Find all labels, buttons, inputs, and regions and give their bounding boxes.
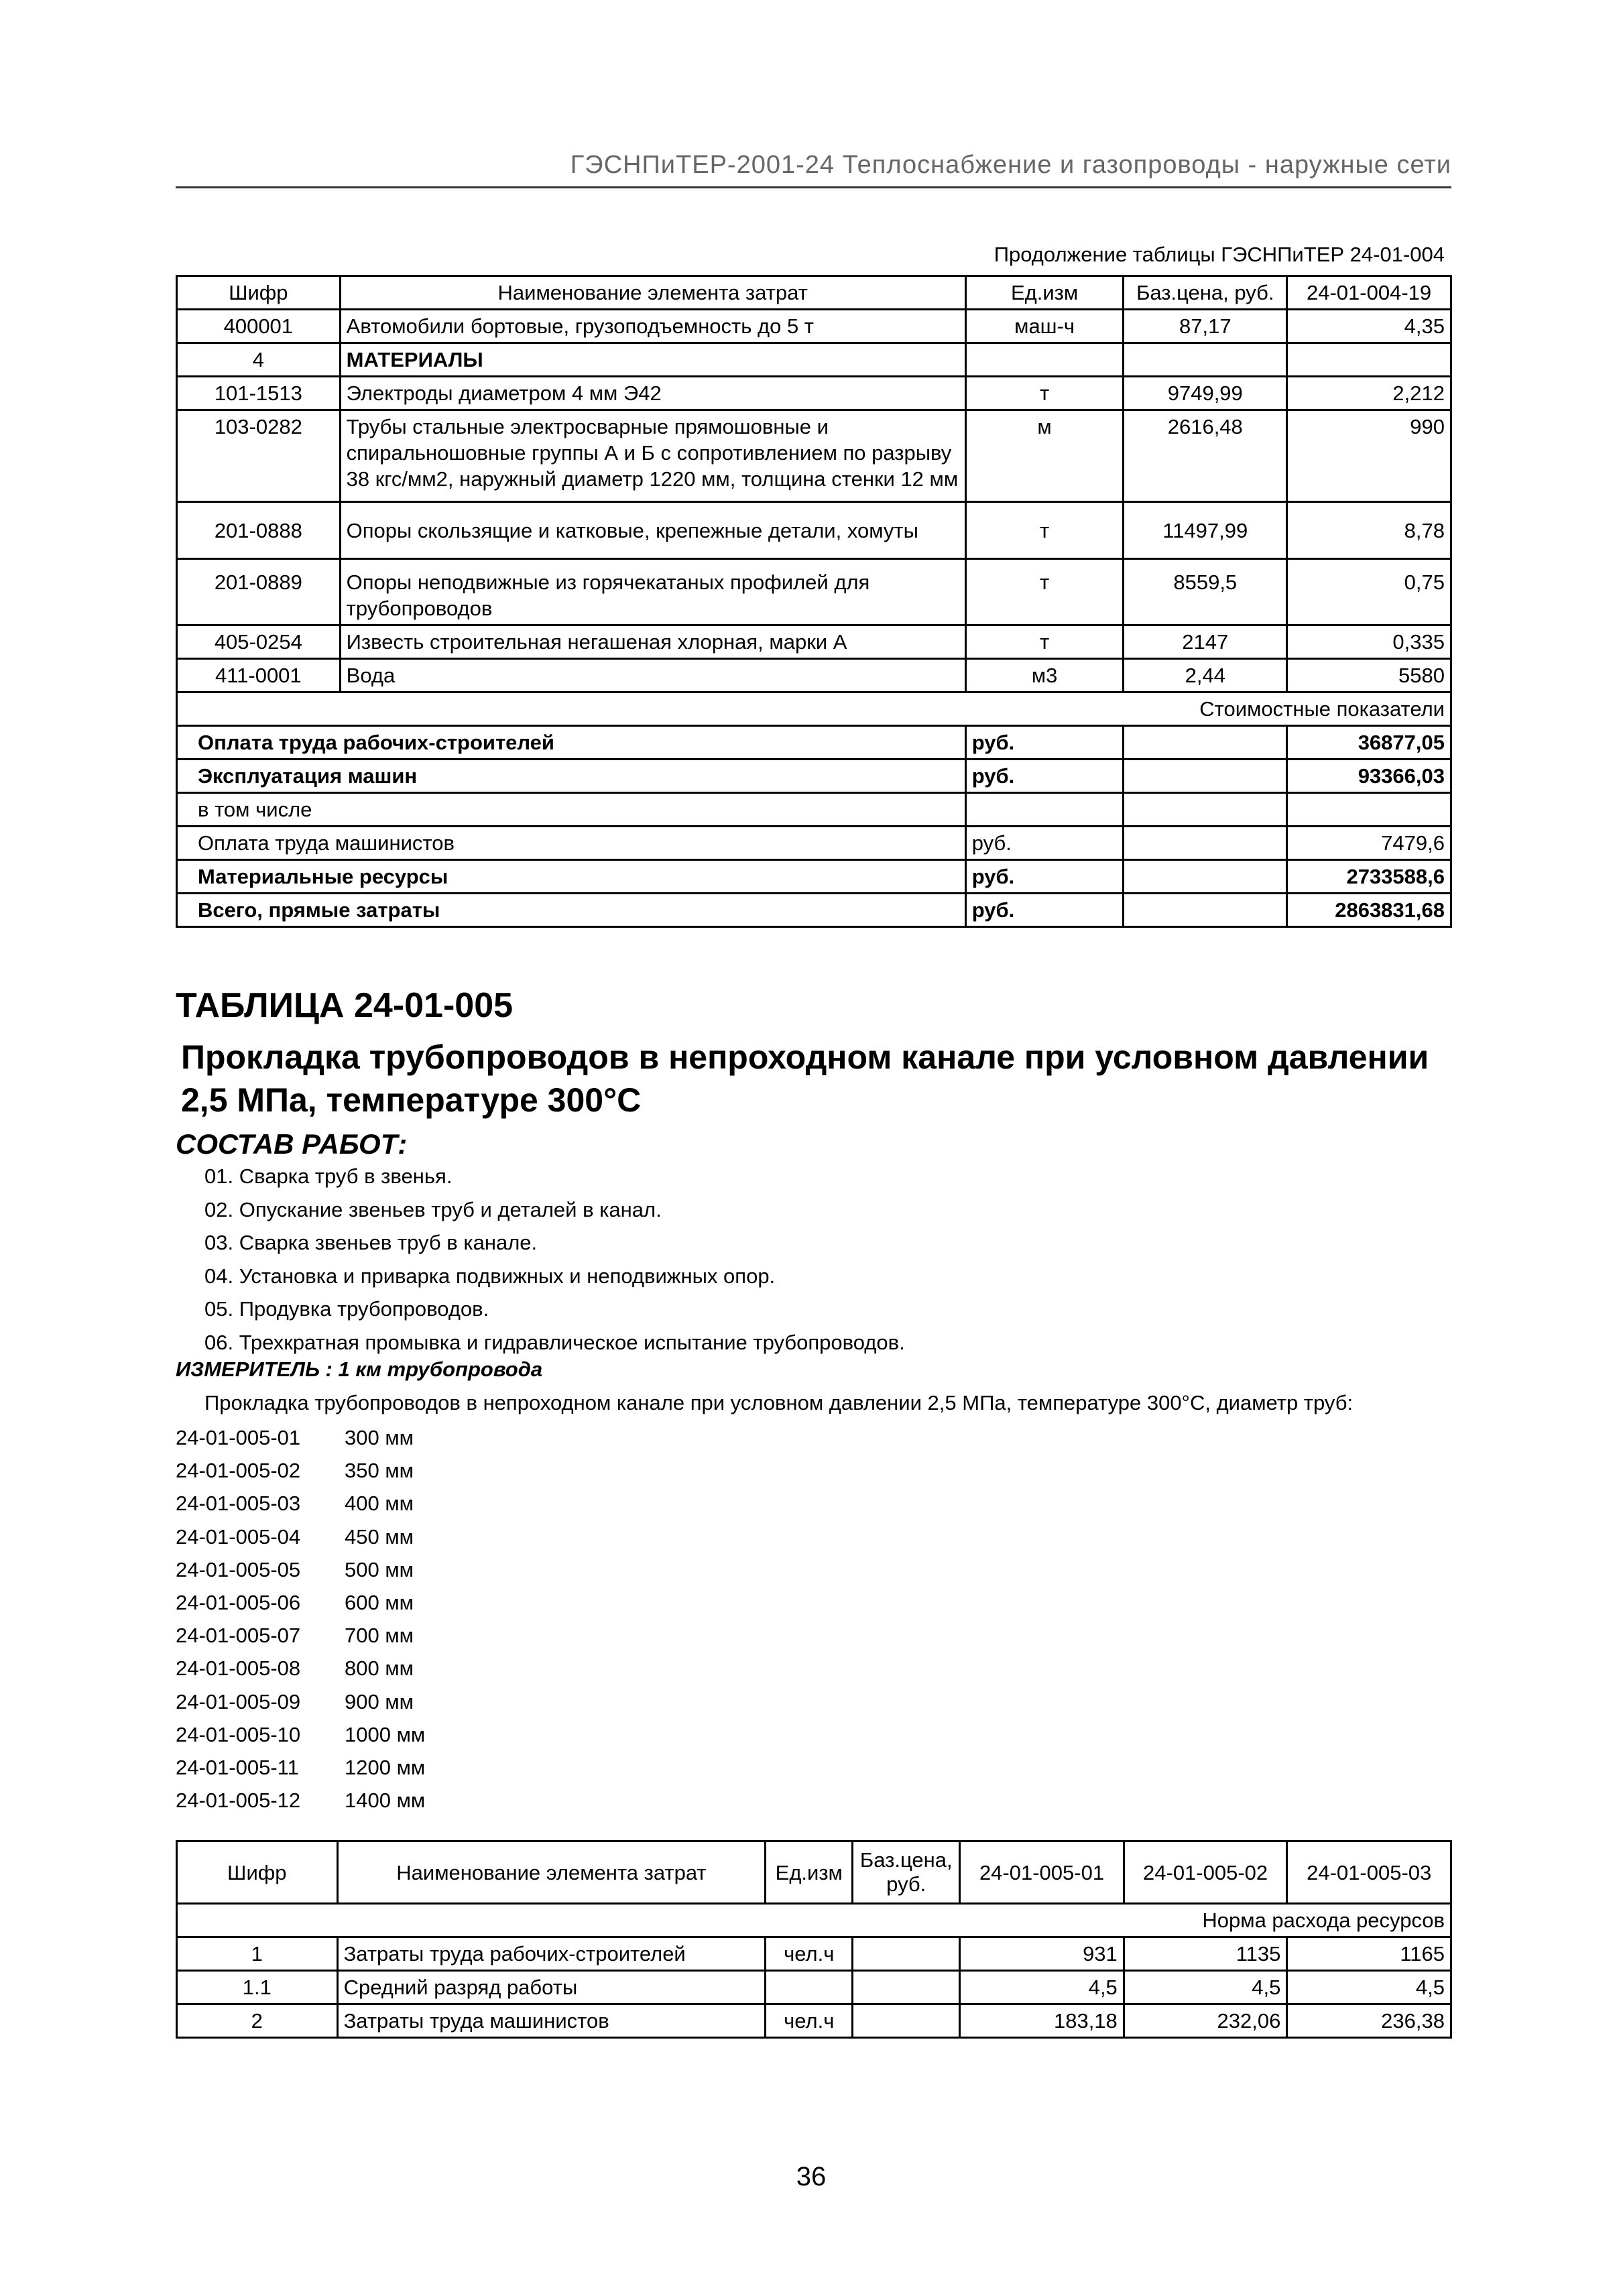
- work-item: 01. Сварка труб в звенья.: [204, 1164, 453, 1188]
- cost-row: [177, 827, 1451, 860]
- cell-unit: [766, 1971, 853, 2004]
- cost-value: 2733588,6: [1287, 860, 1451, 894]
- code-size: 1400 мм: [345, 1789, 426, 1813]
- cell-unit: чел.ч: [766, 1937, 853, 1971]
- cell-section-name: МАТЕРИАЛЫ: [340, 343, 965, 377]
- work-item: 05. Продувка трубопроводов.: [204, 1297, 489, 1321]
- col-header-unit: Ед.изм: [965, 276, 1124, 310]
- cell-code: 411-0001: [177, 659, 341, 692]
- norm-header-label: Норма расхода ресурсов: [177, 1904, 1451, 1937]
- code-id: 24-01-005-09: [176, 1689, 301, 1713]
- cell-value: 0,335: [1287, 625, 1451, 659]
- cell-price: 87,17: [1124, 310, 1287, 343]
- cell-value: 5580: [1287, 659, 1451, 692]
- cell-value: 1135: [1124, 1937, 1287, 1971]
- code-item: [176, 1487, 425, 1520]
- cell-value: 4,35: [1287, 310, 1451, 343]
- cell-value: 4,5: [1287, 1971, 1451, 2004]
- cost-unit: руб.: [965, 760, 1124, 793]
- cell-value: 990: [1287, 410, 1451, 502]
- cost-unit: руб.: [965, 860, 1124, 894]
- code-size: 900 мм: [345, 1689, 414, 1713]
- code-id: 24-01-005-07: [176, 1624, 301, 1648]
- code-list: [176, 1421, 425, 1817]
- cell-name: Вода: [340, 659, 965, 692]
- code-item: [176, 1520, 425, 1553]
- table-continuation-label: Продолжение таблицы ГЭСНПиТЕР 24-01-004: [994, 243, 1445, 266]
- col-header-value: 24-01-004-19: [1287, 276, 1451, 310]
- code-id: 24-01-005-06: [176, 1591, 301, 1615]
- cost-row: [177, 860, 1451, 894]
- col-header-value-03: 24-01-005-03: [1287, 1841, 1451, 1904]
- cost-name: Оплата труда рабочих-строителей: [177, 726, 966, 760]
- table-row: [177, 625, 1451, 659]
- cell-price: [1124, 343, 1287, 377]
- col-header-value-01: 24-01-005-01: [960, 1841, 1124, 1904]
- work-item: 04. Установка и приварка подвижных и неподвижных опор.: [204, 1264, 776, 1288]
- code-size: 700 мм: [345, 1624, 414, 1648]
- code-size: 1000 мм: [345, 1722, 426, 1746]
- code-size: 400 мм: [345, 1492, 414, 1516]
- cell-name: Средний разряд работы: [337, 1971, 766, 2004]
- cell-price: 2,44: [1124, 659, 1287, 692]
- norm-header-row: [177, 1904, 1451, 1937]
- table-row: [177, 659, 1451, 692]
- cell-value: 4,5: [1124, 1971, 1287, 2004]
- cost-header-row: [177, 692, 1451, 726]
- code-id: 24-01-005-03: [176, 1492, 301, 1516]
- cost-name: Всего, прямые затраты: [177, 894, 966, 927]
- cost-name: Материальные ресурсы: [177, 860, 966, 894]
- cell-code: 1: [177, 1937, 338, 1971]
- cell-name: Трубы стальные электросварные прямошовные и спиральношовные группы А и Б с сопротивлением по разрыву 38 кгс/мм2, наружный диаметр 1220 мм, толщина стенки 12 мм: [340, 410, 965, 502]
- cell-value: 232,06: [1124, 2004, 1287, 2038]
- cell-value: [1287, 343, 1451, 377]
- cell-value: 0,75: [1287, 559, 1451, 625]
- table-row: [177, 343, 1451, 377]
- works-list: [204, 1160, 905, 1359]
- code-item: [176, 1454, 425, 1487]
- cell-unit: т: [965, 377, 1124, 410]
- table-row: [177, 1937, 1451, 1971]
- table-row: [177, 502, 1451, 559]
- table-row: [177, 559, 1451, 625]
- cell-price: 2616,48: [1124, 410, 1287, 502]
- code-item: [176, 1652, 425, 1685]
- running-header: ГЭСНПиТЕР-2001-24 Теплоснабжение и газопроводы - наружные сети: [570, 151, 1451, 179]
- code-item: [176, 1685, 425, 1718]
- cell-unit: т: [965, 559, 1124, 625]
- work-item: 03. Сварка звеньев труб в канале.: [204, 1231, 538, 1254]
- table-header-row: [177, 276, 1451, 310]
- cell-code: 400001: [177, 310, 341, 343]
- cost-name: в том числе: [177, 793, 966, 827]
- cell-unit: маш-ч: [965, 310, 1124, 343]
- col-header-price: Баз.цена, руб.: [1124, 276, 1287, 310]
- cost-price: [1124, 793, 1287, 827]
- cost-value: 36877,05: [1287, 726, 1451, 760]
- cost-unit: руб.: [965, 726, 1124, 760]
- code-item: [176, 1553, 425, 1586]
- cell-value: 2,212: [1287, 377, 1451, 410]
- resource-table-24-01-005: [176, 1840, 1452, 2039]
- work-item: 06. Трехкратная промывка и гидравлическое испытание трубопроводов.: [204, 1330, 905, 1354]
- cell-name: Автомобили бортовые, грузоподъемность до 5 т: [340, 310, 965, 343]
- col-header-price: Баз.цена, руб.: [853, 1841, 960, 1904]
- cost-row: [177, 760, 1451, 793]
- code-id: 24-01-005-04: [176, 1524, 301, 1549]
- works-heading: СОСТАВ РАБОТ:: [176, 1128, 408, 1160]
- cell-value: 8,78: [1287, 502, 1451, 559]
- code-item: [176, 1751, 425, 1784]
- cell-value: 931: [960, 1937, 1124, 1971]
- cost-value: 93366,03: [1287, 760, 1451, 793]
- cost-name: Оплата труда машинистов: [177, 827, 966, 860]
- code-size: 600 мм: [345, 1591, 414, 1615]
- code-item: [176, 1784, 425, 1817]
- cost-price: [1124, 726, 1287, 760]
- cell-price: [853, 1971, 960, 2004]
- cell-name: Опоры скользящие и катковые, крепежные детали, хомуты: [340, 502, 965, 559]
- cell-code: 1.1: [177, 1971, 338, 2004]
- code-size: 300 мм: [345, 1426, 414, 1449]
- col-header-name: Наименование элемента затрат: [337, 1841, 766, 1904]
- cell-unit: м: [965, 410, 1124, 502]
- code-id: 24-01-005-12: [176, 1789, 301, 1813]
- cell-code: 201-0888: [177, 502, 341, 559]
- code-id: 24-01-005-02: [176, 1459, 301, 1483]
- cell-code: 101-1513: [177, 377, 341, 410]
- cell-name: Опоры неподвижные из горячекатаных профилей для трубопроводов: [340, 559, 965, 625]
- cell-unit: [965, 343, 1124, 377]
- cost-price: [1124, 860, 1287, 894]
- section-title: Прокладка трубопроводов в непроходном канале при условном давлении 2,5 МПа, температуре 300°C: [181, 1038, 1429, 1119]
- cost-row: [177, 894, 1451, 927]
- cell-value: 4,5: [960, 1971, 1124, 2004]
- work-item: 02. Опускание звеньев труб и деталей в канал.: [204, 1197, 662, 1221]
- cost-row: [177, 793, 1451, 827]
- table-row: [177, 377, 1451, 410]
- code-id: 24-01-005-10: [176, 1722, 301, 1746]
- code-id: 24-01-005-11: [176, 1756, 299, 1780]
- page-number: 36: [796, 2162, 827, 2191]
- cell-unit: т: [965, 625, 1124, 659]
- measure-unit: ИЗМЕРИТЕЛЬ : 1 км трубопровода: [176, 1357, 543, 1381]
- cost-unit: руб.: [965, 827, 1124, 860]
- cost-price: [1124, 894, 1287, 927]
- code-item: [176, 1586, 425, 1619]
- cost-price: [1124, 760, 1287, 793]
- section-description: Прокладка трубопроводов в непроходном канале при условном давлении 2,5 МПа, температуре 300°C, диаметр труб:: [204, 1391, 1354, 1414]
- code-id: 24-01-005-01: [176, 1426, 301, 1449]
- cell-value: 183,18: [960, 2004, 1124, 2038]
- code-item: [176, 1421, 425, 1454]
- table-row: [177, 2004, 1451, 2038]
- code-size: 1200 мм: [345, 1756, 426, 1780]
- cell-price: [853, 2004, 960, 2038]
- cell-code: 2: [177, 2004, 338, 2038]
- cell-code: 103-0282: [177, 410, 341, 502]
- cell-code: 201-0889: [177, 559, 341, 625]
- cell-value: 1165: [1287, 1937, 1451, 1971]
- col-header-code: Шифр: [177, 1841, 338, 1904]
- table-header-row: [177, 1841, 1451, 1904]
- header-rule: [176, 186, 1451, 188]
- cost-price: [1124, 827, 1287, 860]
- col-header-unit: Ед.изм: [766, 1841, 853, 1904]
- cell-price: [853, 1937, 960, 1971]
- cell-name: Затраты труда машинистов: [337, 2004, 766, 2038]
- cell-unit: т: [965, 502, 1124, 559]
- cost-unit: руб.: [965, 894, 1124, 927]
- cell-code: 405-0254: [177, 625, 341, 659]
- cell-price: 11497,99: [1124, 502, 1287, 559]
- col-header-value-02: 24-01-005-02: [1124, 1841, 1287, 1904]
- code-id: 24-01-005-05: [176, 1557, 301, 1581]
- cost-name: Эксплуатация машин: [177, 760, 966, 793]
- table-title: ТАБЛИЦА 24-01-005: [176, 986, 514, 1025]
- code-size: 350 мм: [345, 1459, 414, 1483]
- cell-unit: м3: [965, 659, 1124, 692]
- code-item: [176, 1718, 425, 1751]
- resource-table-24-01-004: [176, 275, 1452, 928]
- table-row: [177, 410, 1451, 502]
- cost-row: [177, 726, 1451, 760]
- cost-value: [1287, 793, 1451, 827]
- cell-code: 4: [177, 343, 341, 377]
- cost-unit: [965, 793, 1124, 827]
- cell-value: 236,38: [1287, 2004, 1451, 2038]
- cost-value: 7479,6: [1287, 827, 1451, 860]
- cost-value: 2863831,68: [1287, 894, 1451, 927]
- cost-header-label: Стоимостные показатели: [177, 692, 1451, 726]
- code-item: [176, 1619, 425, 1652]
- cell-name: Электроды диаметром 4 мм Э42: [340, 377, 965, 410]
- code-id: 24-01-005-08: [176, 1656, 301, 1681]
- col-header-code: Шифр: [177, 276, 341, 310]
- code-size: 800 мм: [345, 1656, 414, 1681]
- cell-price: 9749,99: [1124, 377, 1287, 410]
- table-row: [177, 1971, 1451, 2004]
- cell-name: Затраты труда рабочих-строителей: [337, 1937, 766, 1971]
- cell-price: 8559,5: [1124, 559, 1287, 625]
- code-size: 450 мм: [345, 1524, 414, 1549]
- table-row: [177, 310, 1451, 343]
- cell-price: 2147: [1124, 625, 1287, 659]
- cell-name: Известь строительная негашеная хлорная, марки А: [340, 625, 965, 659]
- cell-unit: чел.ч: [766, 2004, 853, 2038]
- col-header-name: Наименование элемента затрат: [340, 276, 965, 310]
- code-size: 500 мм: [345, 1557, 414, 1581]
